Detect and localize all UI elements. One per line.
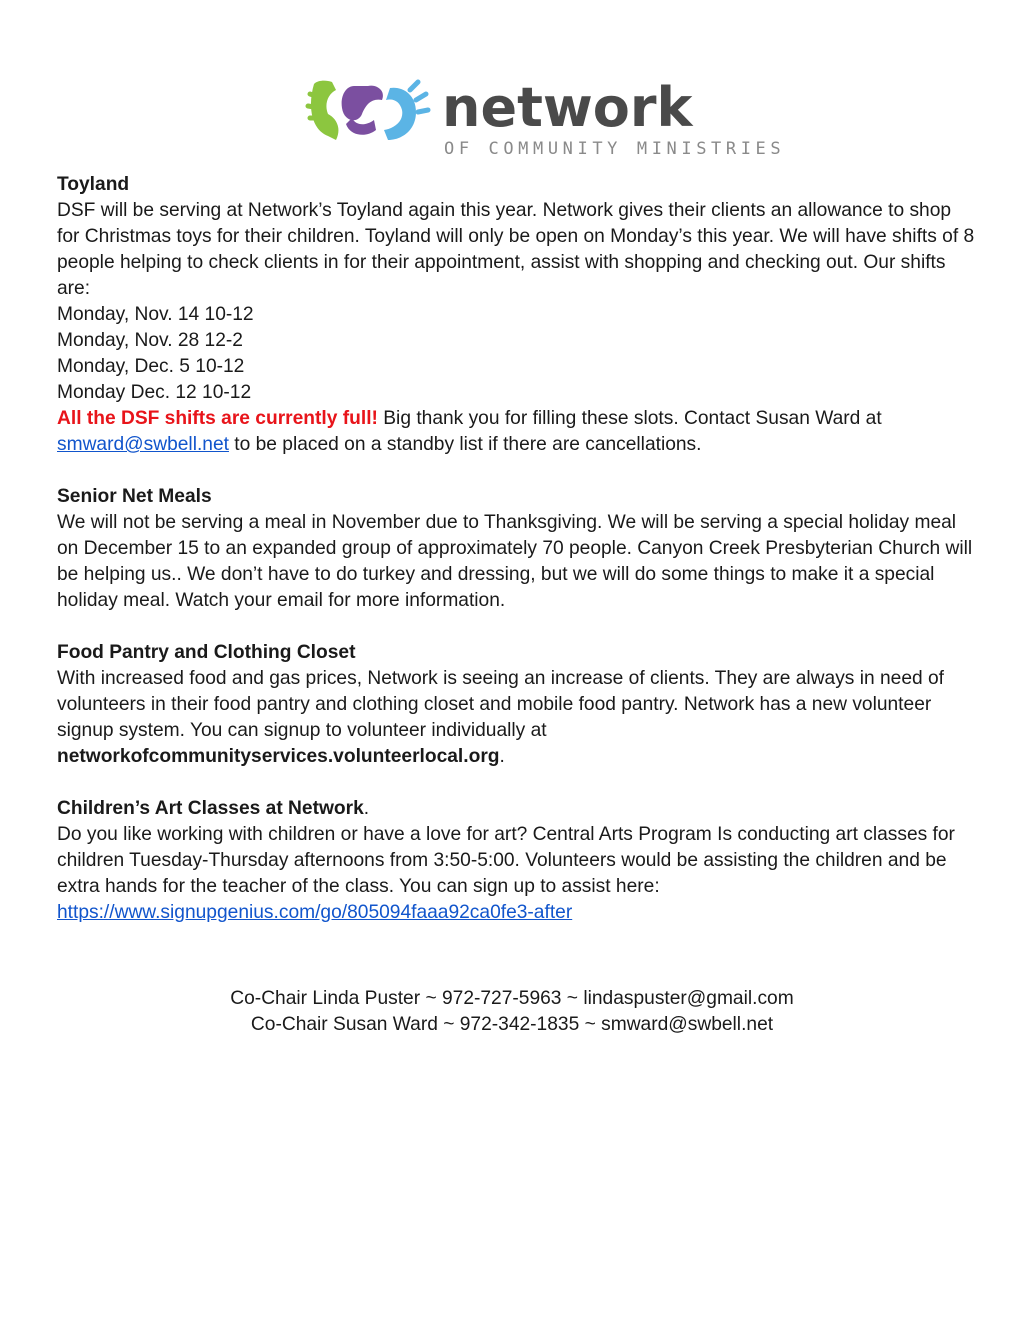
standby-text: to be placed on a standby list if there are cancellations.: [228, 434, 702, 455]
art-classes-paragraph: [57, 822, 977, 926]
food-pantry-heading: Food Pantry and Clothing Closet: [57, 642, 356, 663]
food-pantry-section: [57, 640, 977, 770]
network-logo: [306, 74, 786, 160]
senior-meals-section: [57, 484, 977, 614]
food-pantry-paragraph: [57, 666, 977, 770]
art-classes-heading-line: [57, 796, 977, 822]
food-pantry-body: With increased food and gas prices, Network is seeing an increase of clients. They are always in need of volunteers in their food pantry and clothing closet and mobile food pantry. Network has a new volunteer signup system. You can signup to volunteer individually at: [57, 668, 945, 741]
newsletter-body: [57, 172, 977, 952]
thanks-text: Big thank you for filling these slots. Contact Susan Ward at: [377, 408, 882, 429]
art-classes-body: Do you like working with children or have a love for art? Central Arts Program Is conducting art classes for children Tuesday-Thursday afternoons from 3:50-5:00. Volunteers would be assisting the children and be extra hands for the teacher of the class. You can sign up to assist here:: [57, 824, 955, 897]
senior-meals-heading: Senior Net Meals: [57, 486, 212, 507]
email-link[interactable]: smward@swbell.net: [57, 434, 229, 455]
footer-line-linda: Co-Chair Linda Puster ~ 972-727-5963 ~ lindaspuster@gmail.com: [230, 988, 794, 1009]
toyland-section: [57, 172, 977, 458]
toyland-full-paragraph: [57, 406, 977, 458]
shift-item: Monday, Nov. 28 12-2: [57, 330, 243, 351]
hands-logo-icon: [306, 74, 786, 160]
shift-item: Monday, Dec. 5 10-12: [57, 356, 245, 377]
shifts-full-notice: All the DSF shifts are currently full!: [57, 408, 378, 429]
shift-item: Monday Dec. 12 10-12: [57, 382, 252, 403]
art-classes-heading: Children’s Art Classes at Network: [57, 798, 364, 819]
co-chair-footer: [0, 986, 1024, 1038]
volunteer-site: networkofcommunityservices.volunteerlocal.org: [57, 746, 500, 767]
shift-item: Monday, Nov. 14 10-12: [57, 304, 254, 325]
footer-line-susan: Co-Chair Susan Ward ~ 972-342-1835 ~ smward@swbell.net: [250, 1014, 774, 1035]
logo-subtitle: OF COMMUNITY MINISTRIES: [444, 139, 786, 159]
signup-link[interactable]: https://www.signupgenius.com/go/805094faaa92ca0fe3-after: [57, 902, 573, 923]
art-classes-heading-period: .: [363, 798, 370, 819]
senior-meals-body: We will not be serving a meal in November due to Thanksgiving. We will be serving a special holiday meal on December 15 to an expanded group of approximately 70 people. Canyon Creek Presbyterian Church will be helping us.. We don’t have to do turkey and dressing, but we will do some things to make it a special holiday meal. Watch your email for more information.: [57, 512, 973, 611]
logo-word: network: [442, 76, 693, 139]
food-pantry-period: .: [499, 746, 505, 767]
toyland-intro: DSF will be serving at Network’s Toyland again this year. Network gives their clients an allowance to shop for Christmas toys for their children. Toyland will only be open on Monday’s this year. We will have shifts of 8 people helping to check clients in for their appointment, assist with shopping and checking out. Our shifts are:: [57, 200, 975, 299]
toyland-heading: Toyland: [57, 174, 130, 195]
art-classes-section: [57, 796, 977, 926]
